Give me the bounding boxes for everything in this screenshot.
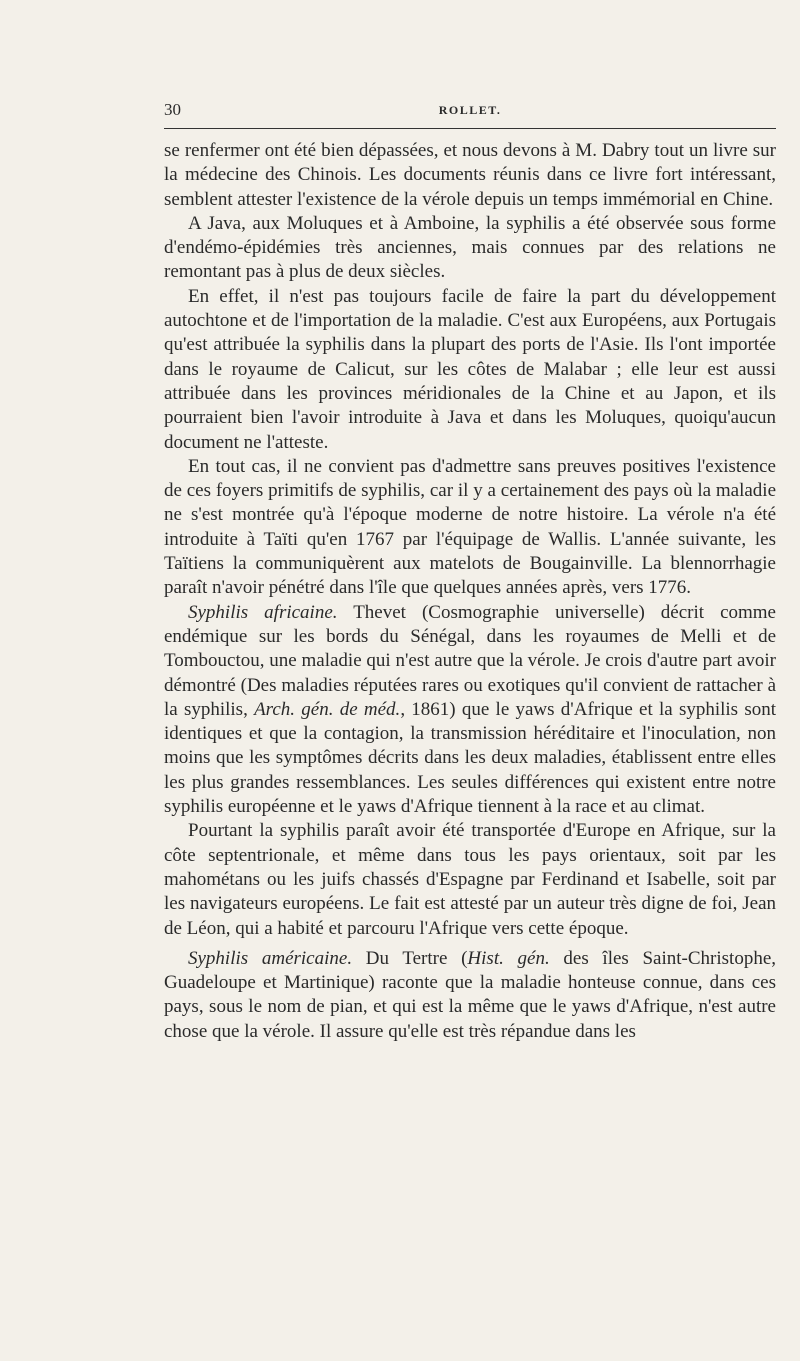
paragraph-1: se renfermer ont été bien dépassées, et nous devons à M. Dabry tout un livre sur la médecine des Chinois. Les documents réunis dans ce livre fort intéressant, semblent attester l'existence de la vérole depuis un temps immémorial en Chine.: [164, 140, 776, 210]
citation: Arch. gén. de méd.: [254, 698, 401, 720]
section-lead-americaine: Syphilis américaine.: [188, 947, 353, 969]
paragraph-2: A Java, aux Moluques et à Amboine, la syphilis a été observée sous forme d'endémo-épidémies très anciennes, mais connues par des relations ne remontant pas à plus de deux siècles.: [164, 212, 776, 283]
section-lead-africaine: Syphilis africaine.: [188, 601, 338, 623]
running-head: ROLLET.: [438, 103, 502, 117]
paragraph-6: Pourtant la syphilis paraît avoir été transportée d'Europe en Afrique, sur la côte septentrionale, et même dans tous les pays orientaux, soit par les mahométans ou les juifs chassés d'Espagne par Ferdinand et Isabelle, soit par les navigateurs européens. Le fait est attesté par un auteur très digne de foi, Jean de Léon, qui a habité et parcouru l'Afrique vers cette époque.: [164, 820, 776, 939]
body-text: [164, 139, 776, 1044]
paragraph-4: En tout cas, il ne convient pas d'admettre sans preuves positives l'existence de ces foyers primitifs de syphilis, car il y a certainement des pays où la maladie ne s'est montrée qu'à l'époque moderne de notre histoire. La vérole n'a été introduite à Taïti qu'en 1767 par l'équipage de Wallis. L'année suivante, les Taïtiens la communiquèrent aux matelots de Bougainville. La blennorrhagie paraît n'avoir pénétré dans l'île que quelques années après, vers 1776.: [164, 455, 776, 599]
page-number: 30: [164, 100, 181, 119]
paragraph-7: Syphilis américaine. Du Tertre (Hist. gén. des îles Saint-Christophe, Guadeloupe et Martinique) raconte que la maladie honteuse connue, dans ces pays, sous le nom de pian, et qui est la même que le yaws d'Afrique, n'est autre chose que la vérole. Il assure qu'elle est très répandue dans les: [164, 947, 777, 1042]
header-rule: [164, 128, 776, 129]
page-header: [164, 100, 776, 124]
paragraph-3: En effet, il n'est pas toujours facile de faire la part du développement autochtone et de l'importation de la maladie. C'est aux Européens, aux Portugais qu'est attribuée la syphilis dans la plupart des ports de l'Asie. Ils l'ont importée dans le royaume de Calicut, sur les côtes de Malabar ; elle leur est aussi attribuée dans les provinces méridionales de la Chine et au Japon, et ils pourraient bien l'avoir introduite à Java et dans les Moluques, quoiqu'aucun document ne l'atteste.: [164, 285, 776, 453]
citation: Hist. gén.: [467, 947, 550, 969]
paragraph-5: Syphilis africaine. Thevet (Cosmographie universelle) décrit comme endémique sur les bords du Sénégal, dans les royaumes de Melli et de Tombouctou, une maladie qui n'est autre que la vérole. Je crois d'autre part avoir démontré (Des maladies réputées rares ou exotiques qu'il convient de rattacher à la syphilis, Arch. gén. de méd., 1861) que le yaws d'Afrique et la syphilis sont identiques et que la contagion, la transmission héréditaire et l'inoculation, non moins que les symptômes décrits dans les deux maladies, établissent entre elles les plus grandes ressemblances. Les seules différences qui existent entre notre syphilis européenne et le yaws d'Afrique tiennent à la race et au climat.: [164, 601, 776, 818]
